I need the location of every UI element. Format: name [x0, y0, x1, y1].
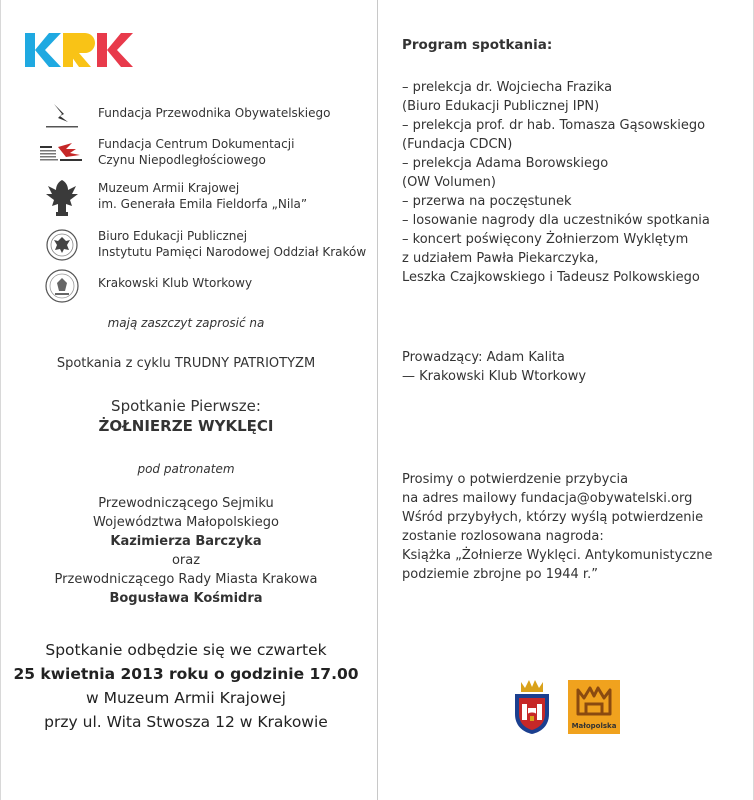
patronage-label: pod patronatem [137, 462, 235, 476]
meeting-title-block [0, 396, 372, 436]
invite-text: mają zaszczyt zaprosić na [107, 316, 265, 330]
ipn-seal-icon [40, 228, 84, 262]
program-line: (Biuro Edukacji Publicznej IPN) [402, 99, 600, 114]
event-when-block [0, 638, 372, 734]
organizer-3 [30, 178, 370, 212]
when-line-4: przy ul. Wita Stwosza 12 w Krakowie [44, 713, 328, 731]
krakow-coat-of-arms-icon [511, 678, 553, 736]
organizer-1 [30, 100, 370, 134]
patronage-line-1: Przewodniczącego Sejmiku [98, 496, 274, 511]
rsvp-block [402, 470, 712, 584]
patronage-name-2: Bogusława Kośmidra [109, 591, 263, 606]
organizer-2-line-1: Fundacja Centrum Dokumentacji [98, 137, 295, 151]
organizer-1-line-1: Fundacja Przewodnika Obywatelskiego [98, 106, 331, 120]
program-line: – losowanie nagrody dla uczestników spotkania [402, 213, 710, 228]
rsvp-line: podziemie zbrojne po 1944 r.” [402, 567, 598, 582]
host-line-2: — Krakowski Klub Wtorkowy [402, 369, 587, 384]
program-line: z udziałem Pawła Piekarczyka, [402, 251, 599, 266]
program-line: (OW Volumen) [402, 175, 496, 190]
rsvp-line: na adres mailowy fundacja@obywatelski.org [402, 491, 693, 506]
patronage-block [0, 494, 372, 608]
program-line: Leszka Czajkowskiego i Tadeusz Polkowskiego [402, 270, 700, 285]
program-line: – prelekcja prof. dr hab. Tomasza Gąsowskiego [402, 118, 706, 133]
program-title: Program spotkania: [402, 37, 553, 53]
organizer-3-line-2: im. Generała Emila Fieldorfa „Nila” [98, 196, 308, 211]
host-block [402, 348, 586, 386]
meeting-subtitle: Spotkanie Pierwsze: [111, 397, 261, 415]
organizer-4-line-1: Biuro Edukacji Publicznej [98, 229, 248, 243]
patronage-and: oraz [171, 553, 201, 568]
program-line: – prelekcja dr. Wojciecha Frazika [402, 80, 613, 95]
program-line: (Fundacja CDCN) [402, 137, 513, 152]
patronage-line-2: Województwa Małopolskiego [93, 515, 279, 530]
meeting-title: ŻOŁNIERZE WYKLĘCI [98, 417, 274, 435]
organizer-4 [30, 228, 370, 262]
organizer-5-line-1: Krakowski Klub Wtorkowy [98, 276, 253, 290]
program-line: – koncert poświęcony Żołnierzom Wyklętym [402, 232, 689, 247]
fundacja-przewodnika-logo-icon [40, 100, 84, 134]
fold-line [377, 0, 378, 800]
organizer-5 [30, 268, 370, 302]
krakowski-klub-seal-icon [40, 268, 84, 304]
organizer-2-line-2: Czynu Niepodległościowego [98, 152, 266, 167]
organizer-4-line-2: Instytutu Pamięci Narodowej Oddział Kraków [98, 244, 367, 259]
malopolska-logo-icon [568, 680, 620, 734]
program-list [402, 78, 710, 287]
patronage-name-1: Kazimierza Barczyka [110, 534, 262, 549]
when-line-3: w Muzeum Armii Krajowej [85, 689, 286, 707]
program-line: – prelekcja Adama Borowskiego [402, 156, 609, 171]
series-title: Spotkania z cyklu TRUDNY PATRIOTYZM [56, 356, 316, 371]
organizer-3-line-1: Muzeum Armii Krajowej [98, 181, 240, 195]
organizer-2 [30, 137, 370, 171]
rsvp-line: Książka „Żołnierze Wyklęci. Antykomunistyczne [402, 548, 713, 563]
malopolska-label: Małopolska [571, 722, 617, 730]
when-line-1: Spotkanie odbędzie się we czwartek [45, 641, 327, 659]
patronage-line-3: Przewodniczącego Rady Miasta Krakowa [54, 572, 318, 587]
krk-logo-icon [25, 33, 135, 67]
rsvp-line: Prosimy o potwierdzenie przybycia [402, 472, 629, 487]
program-line: – przerwa na poczęstunek [402, 194, 572, 209]
eagle-emblem-icon [40, 178, 84, 218]
when-date: 25 kwietnia 2013 roku o godzinie 17.00 [13, 665, 359, 683]
fundacja-cdcn-logo-icon [40, 137, 84, 171]
rsvp-line: Wśród przybyłych, którzy wyślą potwierdzenie [402, 510, 704, 525]
rsvp-line: zostanie rozlosowana nagroda: [402, 529, 604, 544]
host-line-1: Prowadzący: Adam Kalita [402, 350, 565, 365]
